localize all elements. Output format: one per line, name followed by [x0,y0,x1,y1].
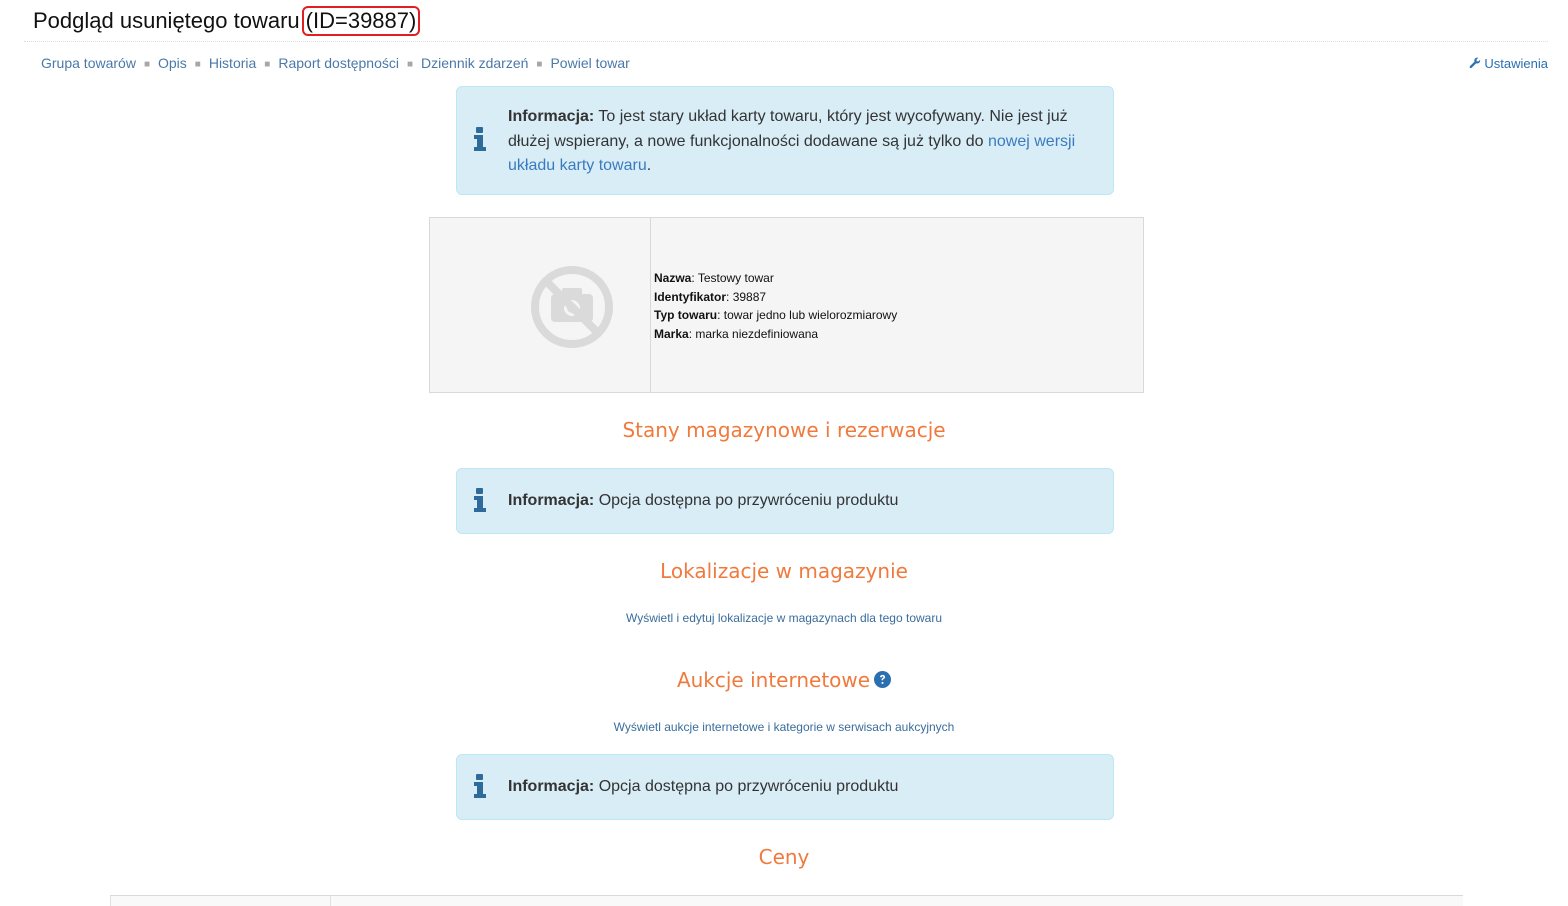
locations-link[interactable]: Wyświetl i edytuj lokalizacje w magazynach dla tego towaru [625,611,943,625]
stock-info-text: Opcja dostępna po przywróceniu produktu [598,492,899,509]
subnav-item-powiel-towar[interactable]: Powiel towar [550,55,630,71]
product-info [654,269,897,343]
notice-text-block [508,105,1089,179]
notice-suffix: . [646,157,652,174]
prices-table [110,895,1463,906]
subnav-separator: ■ [406,59,414,70]
product-field-nazwa: Nazwa: Testowy towar [654,271,774,285]
auctions-info-label: Informacja: [508,778,595,795]
title-divider [24,41,1548,42]
question-circle-icon[interactable] [874,671,891,688]
info-icon [473,127,487,151]
product-field-identyfikator: Identyfikator: 39887 [654,289,767,304]
subnav-item-opis[interactable]: Opis [157,55,187,71]
product-field-marka: Marka: marka niezdefiniowana [654,326,819,341]
subnav-item-dziennik-zdarzen[interactable]: Dziennik zdarzeń [421,55,529,71]
info-icon [473,488,487,512]
auctions-info-text: Opcja dostępna po przywróceniu produktu [598,778,899,795]
no-photo-icon [529,264,615,350]
stock-info-label: Informacja: [508,492,595,509]
auctions-info-text-block [508,775,1089,800]
settings-link[interactable] [1469,56,1548,71]
stock-info-text-block [508,489,1089,514]
page-title-text: Podgląd usuniętego towaru [33,8,300,33]
auctions-link[interactable]: Wyświetl aukcje internetowe i kategorie w serwisach aukcyjnych [613,720,955,734]
product-id-label: (ID=39887) [302,6,421,36]
notice-text: To jest stary układ karty towaru, który jest wycofywany. Nie jest już dłużej wspierany, a nowe funkcjonalności dodawane są już tylko do [508,108,1068,150]
info-icon [473,774,487,798]
stock-info-notice [456,468,1114,534]
product-photo [430,218,651,392]
product-field-typ-towaru: Typ towaru: towar jedno lub wielorozmiarowy [654,308,898,322]
locations-section-title: Lokalizacje w magazynie [660,559,908,583]
subnav-item-grupa-towarow[interactable]: Grupa towarów [41,55,136,71]
auctions-title-text: Aukcje internetowe [676,668,871,692]
page-title [33,6,420,36]
subnav-separator: ■ [194,59,201,70]
subnav-separator: ■ [536,59,543,70]
stock-section-title: Stany magazynowe i rezerwacje [622,418,946,442]
settings-label: Ustawienia [1484,56,1548,71]
auctions-section-title [0,668,1568,692]
new-layout-link[interactable]: nowej wersji układu karty towaru [508,132,1076,174]
subnav-item-raport-dostepnosci[interactable]: Raport dostępności [278,55,399,71]
notice-label: Informacja: [508,108,595,125]
subnav-separator: ■ [143,59,150,70]
product-summary [429,217,1144,393]
subnav-separator: ■ [264,59,271,70]
legacy-layout-notice [456,86,1114,195]
subnav [41,55,630,71]
prices-table-column-divider [330,896,331,906]
prices-section-title: Ceny [758,845,810,869]
auctions-info-notice [456,754,1114,820]
wrench-icon [1469,57,1481,69]
subnav-item-historia[interactable]: Historia [208,55,257,71]
